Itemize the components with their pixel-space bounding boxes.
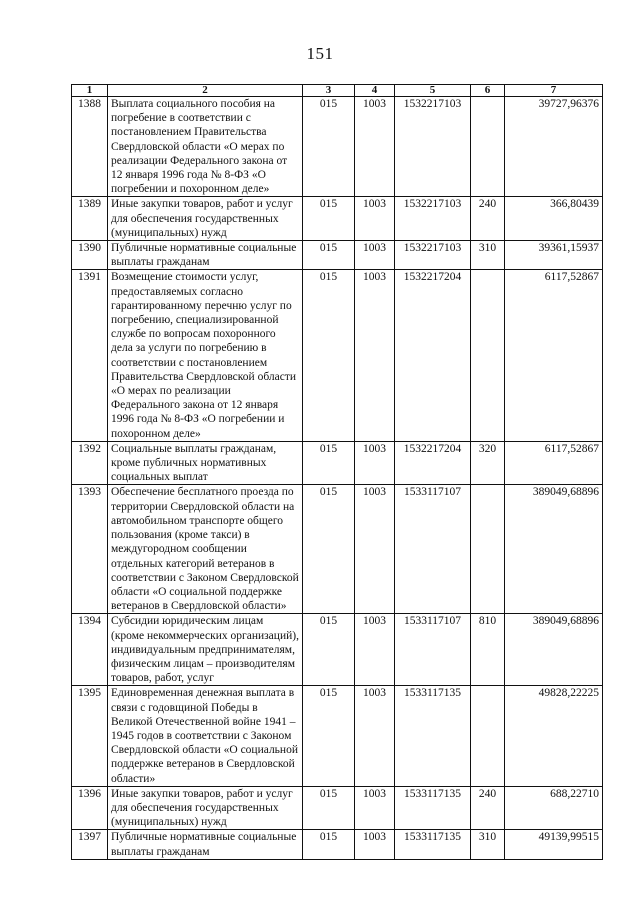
expense-type-code: 310 (471, 830, 505, 859)
expense-type-code: 240 (471, 786, 505, 830)
section-code: 1003 (355, 441, 395, 485)
header-cell: 5 (395, 85, 471, 97)
row-number: 1390 (72, 241, 108, 270)
ministry-code: 015 (303, 485, 355, 614)
table-row (72, 686, 603, 786)
row-description: Единовременная денежная выплата в связи с годовщиной Победы в Великой Отечественной войне 1941 – 1945 годов в соответствии с Законом Свердловской области «О социальной поддержке ветеранов в Свердловской области» (108, 686, 303, 786)
ministry-code: 015 (303, 441, 355, 485)
target-article-code: 1532217103 (395, 97, 471, 197)
row-number: 1396 (72, 786, 108, 830)
section-code: 1003 (355, 197, 395, 241)
row-description: Субсидии юридическим лицам (кроме некоммерческих организаций), индивидуальным предпринимателям, физическим лицам – производителям товаров, работ, услуг (108, 614, 303, 686)
amount: 39361,15937 (505, 241, 603, 270)
table-row (72, 614, 603, 686)
section-code: 1003 (355, 786, 395, 830)
ministry-code: 015 (303, 786, 355, 830)
target-article-code: 1532217204 (395, 441, 471, 485)
target-article-code: 1533117135 (395, 686, 471, 786)
amount: 688,22710 (505, 786, 603, 830)
ministry-code: 015 (303, 614, 355, 686)
table-row (72, 270, 603, 441)
row-description: Публичные нормативные социальные выплаты гражданам (108, 241, 303, 270)
row-description: Иные закупки товаров, работ и услуг для обеспечения государственных (муниципальных) нужд (108, 197, 303, 241)
expense-type-code: 320 (471, 441, 505, 485)
section-code: 1003 (355, 270, 395, 441)
expense-type-code: 310 (471, 241, 505, 270)
section-code: 1003 (355, 241, 395, 270)
row-description: Публичные нормативные социальные выплаты гражданам (108, 830, 303, 859)
row-number: 1392 (72, 441, 108, 485)
row-number: 1389 (72, 197, 108, 241)
header-cell: 1 (72, 85, 108, 97)
expense-type-code (471, 97, 505, 197)
target-article-code: 1533117135 (395, 786, 471, 830)
ministry-code: 015 (303, 270, 355, 441)
header-cell: 7 (505, 85, 603, 97)
amount: 389049,68896 (505, 485, 603, 614)
section-code: 1003 (355, 485, 395, 614)
ministry-code: 015 (303, 241, 355, 270)
expense-type-code (471, 485, 505, 614)
header-cell: 4 (355, 85, 395, 97)
row-number: 1395 (72, 686, 108, 786)
row-description: Социальные выплаты гражданам, кроме публичных нормативных социальных выплат (108, 441, 303, 485)
table-row (72, 197, 603, 241)
section-code: 1003 (355, 686, 395, 786)
target-article-code: 1532217103 (395, 241, 471, 270)
header-cell: 3 (303, 85, 355, 97)
amount: 49828,22225 (505, 686, 603, 786)
amount: 6117,52867 (505, 270, 603, 441)
page-number: 151 (306, 44, 334, 63)
target-article-code: 1532217204 (395, 270, 471, 441)
header-cell: 2 (108, 85, 303, 97)
ministry-code: 015 (303, 197, 355, 241)
table-row (72, 786, 603, 830)
row-description: Обеспечение бесплатного проезда по территории Свердловской области на автомобильном транспорте общего пользования (кроме такси) в междугородном сообщении отдельных категорий ветеранов в соответствии с Законом Свердловской области «О социальной поддержке ветеранов в Свердловской области» (108, 485, 303, 614)
amount: 389049,68896 (505, 614, 603, 686)
table-row (72, 241, 603, 270)
table-row (72, 97, 603, 197)
target-article-code: 1533117107 (395, 485, 471, 614)
table-row (72, 830, 603, 859)
target-article-code: 1533117135 (395, 830, 471, 859)
row-number: 1394 (72, 614, 108, 686)
budget-table (71, 84, 603, 860)
amount: 6117,52867 (505, 441, 603, 485)
amount: 366,80439 (505, 197, 603, 241)
row-description: Выплата социального пособия на погребение в соответствии с постановлением Правительства Свердловской области «О мерах по реализации Федерального закона от 12 января 1996 года № 8-ФЗ «О погребении и похоронном деле» (108, 97, 303, 197)
ministry-code: 015 (303, 97, 355, 197)
expense-type-code (471, 270, 505, 441)
target-article-code: 1533117107 (395, 614, 471, 686)
section-code: 1003 (355, 614, 395, 686)
row-description: Возмещение стоимости услуг, предоставляемых согласно гарантированному перечню услуг по погребению, специализированной службе по вопросам похоронного дела за услуги по погребению в соответствии с постановлением Правительства Свердловской области «О мерах по реализации Федерального закона от 12 января 1996 года № 8-ФЗ «О погребении и похоронном деле» (108, 270, 303, 441)
expense-type-code: 810 (471, 614, 505, 686)
table-row (72, 485, 603, 614)
target-article-code: 1532217103 (395, 197, 471, 241)
section-code: 1003 (355, 830, 395, 859)
amount: 39727,96376 (505, 97, 603, 197)
row-number: 1393 (72, 485, 108, 614)
amount: 49139,99515 (505, 830, 603, 859)
row-number: 1388 (72, 97, 108, 197)
ministry-code: 015 (303, 830, 355, 859)
row-description: Иные закупки товаров, работ и услуг для обеспечения государственных (муниципальных) нужд (108, 786, 303, 830)
expense-type-code: 240 (471, 197, 505, 241)
row-number: 1391 (72, 270, 108, 441)
header-row (72, 85, 603, 97)
table-row (72, 441, 603, 485)
row-number: 1397 (72, 830, 108, 859)
expense-type-code (471, 686, 505, 786)
header-cell: 6 (471, 85, 505, 97)
section-code: 1003 (355, 97, 395, 197)
ministry-code: 015 (303, 686, 355, 786)
